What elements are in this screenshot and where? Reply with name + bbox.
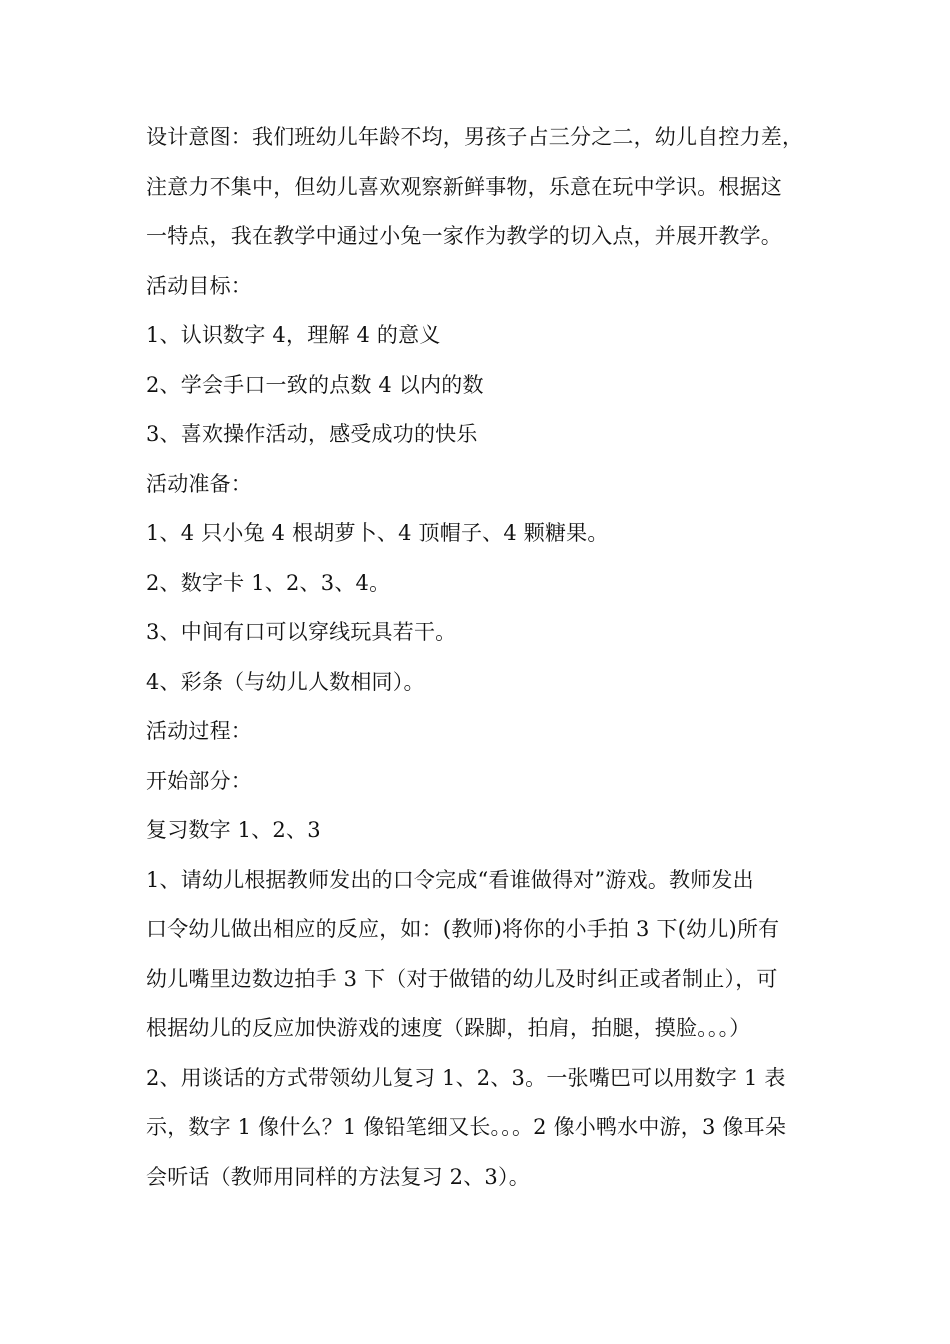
goal-item-3: 3、喜欢操作活动，感受成功的快乐 [146,422,478,446]
subsection-heading-review: 复习数字 1、2、3 [146,818,321,842]
section-heading-process: 活动过程： [146,719,252,743]
step-2-line-2: 示，数字 1 像什么？1 像铅笔细又长。。。2 像小鸭水中游，3 像耳朵 [146,1115,787,1139]
preparation-item-3: 3、中间有口可以穿线玩具若干。 [146,620,457,644]
preparation-item-2: 2、数字卡 1、2、3、4。 [146,570,391,595]
design-intent-line-2: 注意力不集中，但幼儿喜欢观察新鲜事物，乐意在玩中学识。根据这 [146,174,782,199]
design-intent-line-3: 一特点，我在教学中通过小兔一家作为教学的切入点，并展开教学。 [146,224,782,248]
goal-item-2: 2、学会手口一致的点数 4 以内的数 [146,372,484,397]
step-1-line-3: 幼儿嘴里边数边拍手 3 下（对于做错的幼儿及时纠正或者制止），可 [146,966,778,991]
design-intent-line-1: 设计意图：我们班幼儿年龄不均，男孩子占三分之二，幼儿自控力差， [146,125,804,149]
document-page [146,113,816,1202]
preparation-item-4: 4、彩条（与幼儿人数相同）。 [146,669,425,694]
subsection-heading-opening: 开始部分： [146,768,252,793]
step-2-line-3: 会听话（教师用同样的方法复习 2、3）。 [146,1164,530,1189]
section-heading-preparation: 活动准备： [146,471,252,496]
goal-item-1: 1、认识数字 4，理解 4 的意义 [146,323,441,347]
section-heading-goals: 活动目标： [146,273,252,298]
step-1-line-4: 根据幼儿的反应加快游戏的速度（跺脚，拍肩，拍腿，摸脸。。。） [146,1016,751,1040]
step-2-line-1: 2、用谈话的方式带领幼儿复习 1、2、3。一张嘴巴可以用数字 1 表 [146,1065,786,1090]
step-1-line-1: 1、请幼儿根据教师发出的口令完成“看谁做得对”游戏。教师发出 [146,867,754,892]
preparation-item-1: 1、4 只小兔 4 根胡萝卜、4 顶帽子、4 颗糖果。 [146,521,609,545]
step-1-line-2: 口令幼儿做出相应的反应，如：(教师)将你的小手拍 3 下(幼儿)所有 [146,917,780,941]
